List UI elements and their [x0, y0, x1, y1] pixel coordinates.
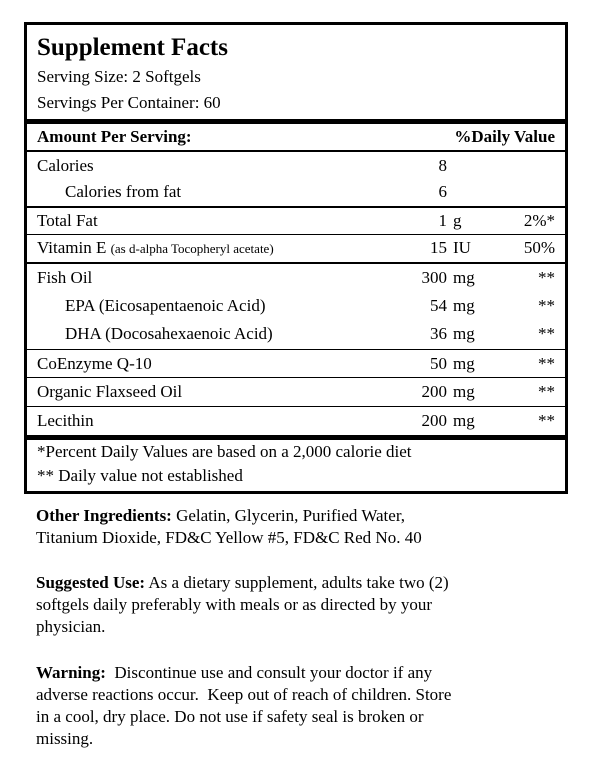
- divider: [27, 377, 565, 378]
- footnote-daily-value: *Percent Daily Values are based on a 2,000 calorie diet: [37, 442, 412, 461]
- nutrient-unit: mg: [453, 354, 475, 373]
- other-ingredients-section: [36, 505, 576, 549]
- warning-label: Warning:: [36, 663, 106, 682]
- nutrient-name: Vitamin E: [37, 238, 107, 257]
- nutrient-unit: mg: [453, 382, 475, 401]
- other-ingredients-line: [36, 505, 576, 527]
- nutrient-daily-value: **: [538, 354, 555, 373]
- nutrient-quantity: 200: [421, 411, 447, 430]
- nutrient-row: [27, 379, 565, 405]
- nutrient-row: [27, 153, 565, 179]
- serving-size: Serving Size: 2 Softgels: [37, 67, 201, 86]
- nutrient-quantity: 1: [438, 211, 447, 230]
- nutrient-quantity: 200: [421, 382, 447, 401]
- divider: [27, 262, 565, 264]
- suggested-use-label: Suggested Use:: [36, 573, 146, 592]
- nutrient-unit: mg: [453, 411, 475, 430]
- nutrient-name: EPA (Eicosapentaenoic Acid): [65, 296, 266, 315]
- nutrient-unit: mg: [453, 324, 475, 343]
- nutrient-name: Lecithin: [37, 411, 94, 430]
- nutrient-unit: IU: [453, 238, 471, 257]
- nutrient-unit: g: [453, 211, 462, 230]
- nutrient-unit: mg: [453, 296, 475, 315]
- nutrient-quantity: 54: [430, 296, 447, 315]
- servings-per-container: Servings Per Container: 60: [37, 93, 221, 112]
- other-ingredients-text: Gelatin, Glycerin, Purified Water,: [176, 506, 406, 525]
- suggested-use-text: As a dietary supplement, adults take two (2): [148, 573, 449, 592]
- nutrient-name: CoEnzyme Q-10: [37, 354, 152, 373]
- nutrient-name-group: [37, 235, 274, 262]
- nutrient-quantity: 15: [430, 238, 447, 257]
- nutrient-daily-value: 50%: [523, 238, 555, 257]
- panel-title: Supplement Facts: [37, 34, 228, 61]
- suggested-use-text: softgels daily preferably with meals or as directed by your: [36, 595, 433, 614]
- suggested-use-text: physician.: [36, 617, 106, 636]
- nutrient-quantity: 50: [430, 354, 447, 373]
- nutrient-row: [27, 208, 565, 234]
- header-row: [27, 124, 565, 150]
- nutrient-daily-value: 2%*: [523, 211, 555, 230]
- nutrient-name: Calories from fat: [65, 182, 182, 201]
- other-ingredients-text: Titanium Dioxide, FD&C Yellow #5, FD&C Red No. 40: [36, 528, 422, 547]
- other-ingredients-label: Other Ingredients:: [36, 506, 172, 525]
- divider: [27, 150, 565, 152]
- nutrient-unit: mg: [453, 268, 475, 287]
- divider: [27, 435, 565, 440]
- suggested-use-section: [36, 572, 576, 638]
- nutrient-row: [27, 293, 565, 319]
- nutrient-row: [27, 235, 565, 261]
- footnote-not-established: ** Daily value not established: [37, 466, 243, 485]
- nutrient-quantity: 6: [438, 182, 447, 201]
- nutrient-name: Fish Oil: [37, 268, 93, 287]
- nutrient-quantity: 300: [421, 268, 447, 287]
- nutrient-quantity: 8: [438, 156, 447, 175]
- nutrient-daily-value: **: [538, 382, 555, 401]
- warning-section: [36, 662, 576, 750]
- amount-per-serving-label: Amount Per Serving:: [37, 127, 192, 146]
- nutrient-name: DHA (Docosahexaenoic Acid): [65, 324, 273, 343]
- warning-line: [36, 662, 576, 684]
- nutrient-row: [27, 408, 565, 434]
- nutrient-row: [27, 265, 565, 291]
- nutrient-name: Total Fat: [37, 211, 98, 230]
- nutrient-name: Organic Flaxseed Oil: [37, 382, 183, 401]
- nutrient-name: Calories: [37, 156, 94, 175]
- nutrient-row: [27, 351, 565, 377]
- nutrient-daily-value: **: [538, 268, 555, 287]
- divider: [27, 349, 565, 350]
- nutrient-daily-value: **: [538, 324, 555, 343]
- nutrient-daily-value: **: [538, 296, 555, 315]
- suggested-use-line: [36, 572, 576, 594]
- warning-text: missing.: [36, 729, 94, 748]
- warning-text: Discontinue use and consult your doctor if any: [114, 663, 433, 682]
- warning-text: adverse reactions occur. Keep out of reach of children. Store: [36, 685, 452, 704]
- nutrient-quantity: 36: [430, 324, 447, 343]
- nutrient-row: [27, 179, 565, 205]
- supplement-facts-panel: [24, 22, 568, 494]
- divider: [27, 406, 565, 407]
- daily-value-label: %Daily Value: [454, 127, 555, 146]
- nutrient-row: [27, 321, 565, 347]
- nutrient-note: (as d-alpha Tocopheryl acetate): [110, 241, 274, 256]
- nutrient-daily-value: **: [538, 411, 555, 430]
- warning-text: in a cool, dry place. Do not use if safety seal is broken or: [36, 707, 424, 726]
